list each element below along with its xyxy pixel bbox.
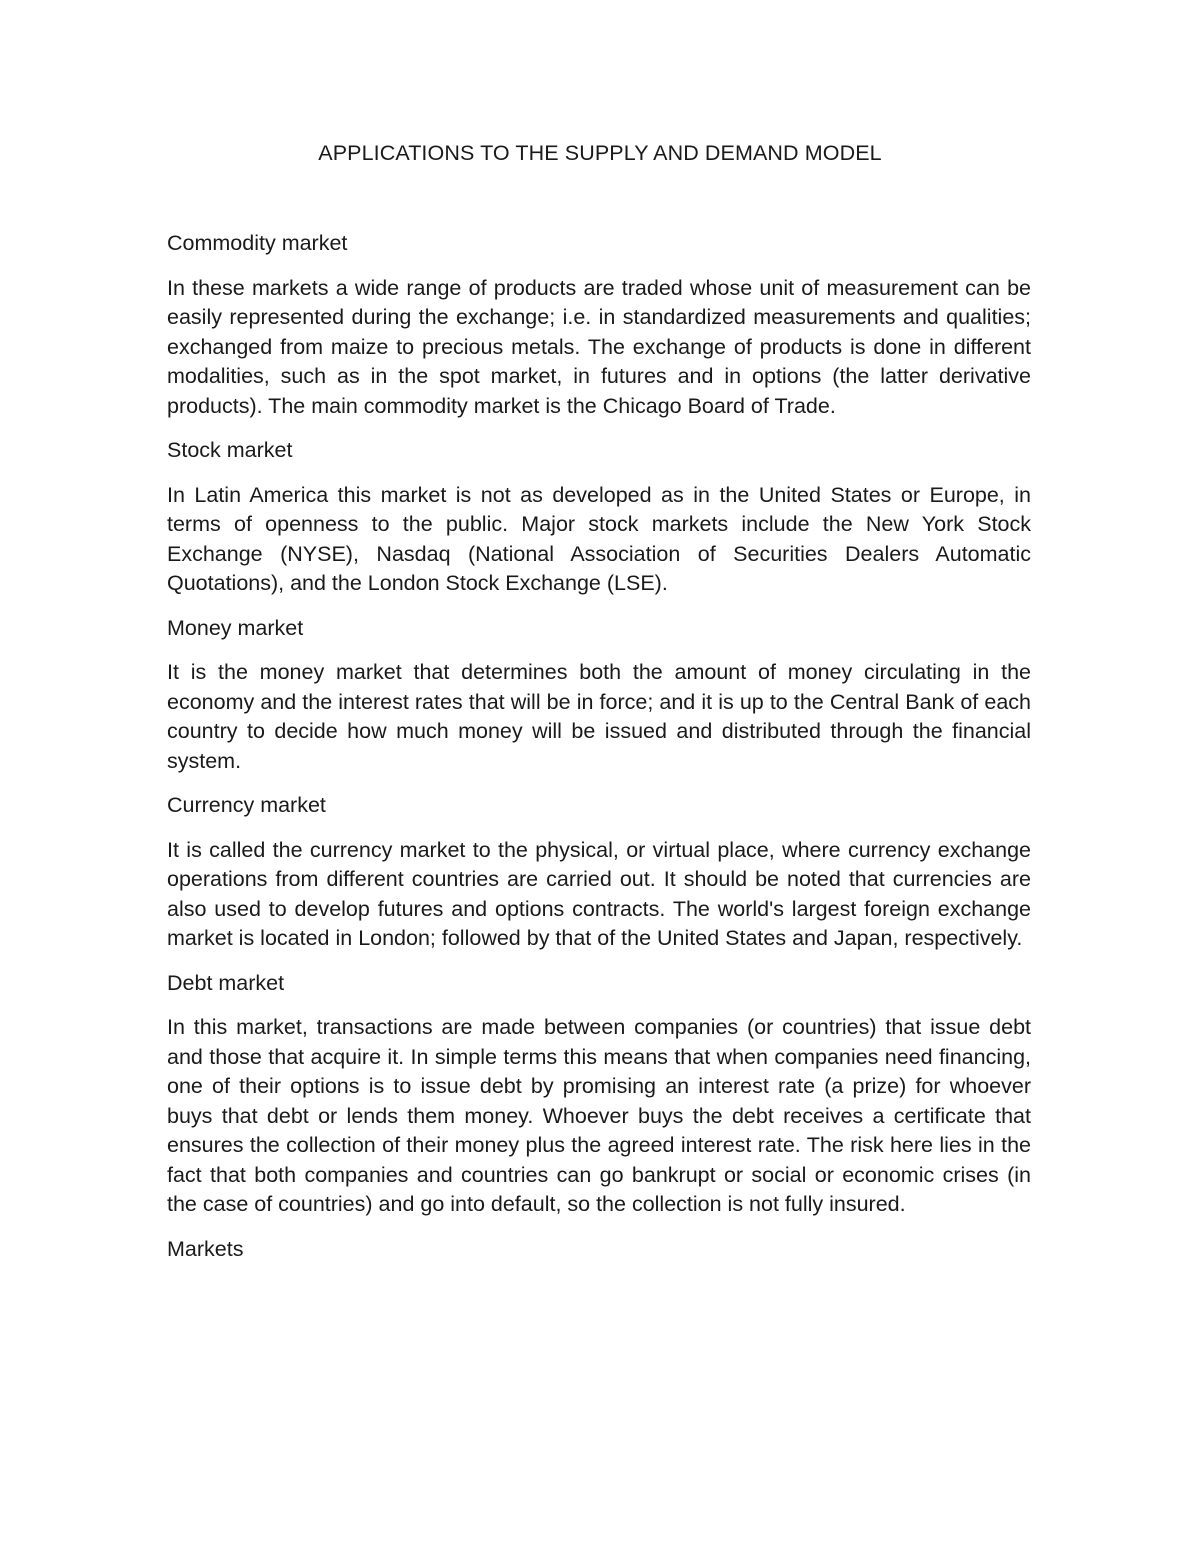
section-money-market (167, 614, 1031, 777)
section-paragraph: In these markets a wide range of products are traded whose unit of measurement can be easily represented during the exchange; i.e. in standardized measurements and qualities; exchanged from maize to precious metals. The exchange of products is done in different modalities, such as in the spot market, in futures and in options (the latter derivative products). The main commodity market is the Chicago Board of Trade. (167, 275, 1031, 418)
section-paragraph: In this market, transactions are made between companies (or countries) that issue debt and those that acquire it. In simple terms this means that when companies need financing, one of their options is to issue debt by promising an interest rate (a prize) for whoever buys that debt or lends them money. Whoever buys the debt receives a certificate that ensures the collection of their money plus the agreed interest rate. The risk here lies in the fact that both companies and countries can go bankrupt or social or economic crises (in the case of countries) and go into default, so the collection is not fully insured. (167, 1015, 1031, 1216)
section-debt-market (167, 969, 1031, 1220)
section-markets (167, 1235, 1031, 1265)
section-commodity-market (167, 229, 1031, 421)
section-heading: Commodity market (167, 231, 348, 255)
section-stock-market (167, 436, 1031, 599)
document-title: APPLICATIONS TO THE SUPPLY AND DEMAND MODEL (318, 141, 882, 165)
section-heading: Stock market (167, 438, 293, 462)
section-paragraph: In Latin America this market is not as developed as in the United States or Europe, in terms of openness to the public. Major stock markets include the New York Stock Exchange (NYSE), Nasdaq (National Association of Securities Dealers Automatic Quotations), and the London Stock Exchange (LSE). (167, 482, 1031, 595)
section-heading: Debt market (167, 970, 285, 995)
section-heading: Money market (167, 615, 304, 640)
section-heading: Currency market (167, 793, 326, 817)
section-heading: Markets (167, 1236, 244, 1261)
document-body (167, 229, 1031, 1279)
section-paragraph: It is the money market that determines both the amount of money circulating in the economy and the interest rates that will be in force; and it is up to the Central Bank of each country to decide how much money will be issued and distributed through the financial system. (167, 660, 1031, 773)
section-paragraph: It is called the currency market to the physical, or virtual place, where currency exchange operations from different countries are carried out. It should be noted that currencies are also used to develop futures and options contracts. The world's largest foreign exchange market is located in London; followed by that of the United States and Japan, respectively. (167, 837, 1031, 950)
section-currency-market (167, 791, 1031, 954)
